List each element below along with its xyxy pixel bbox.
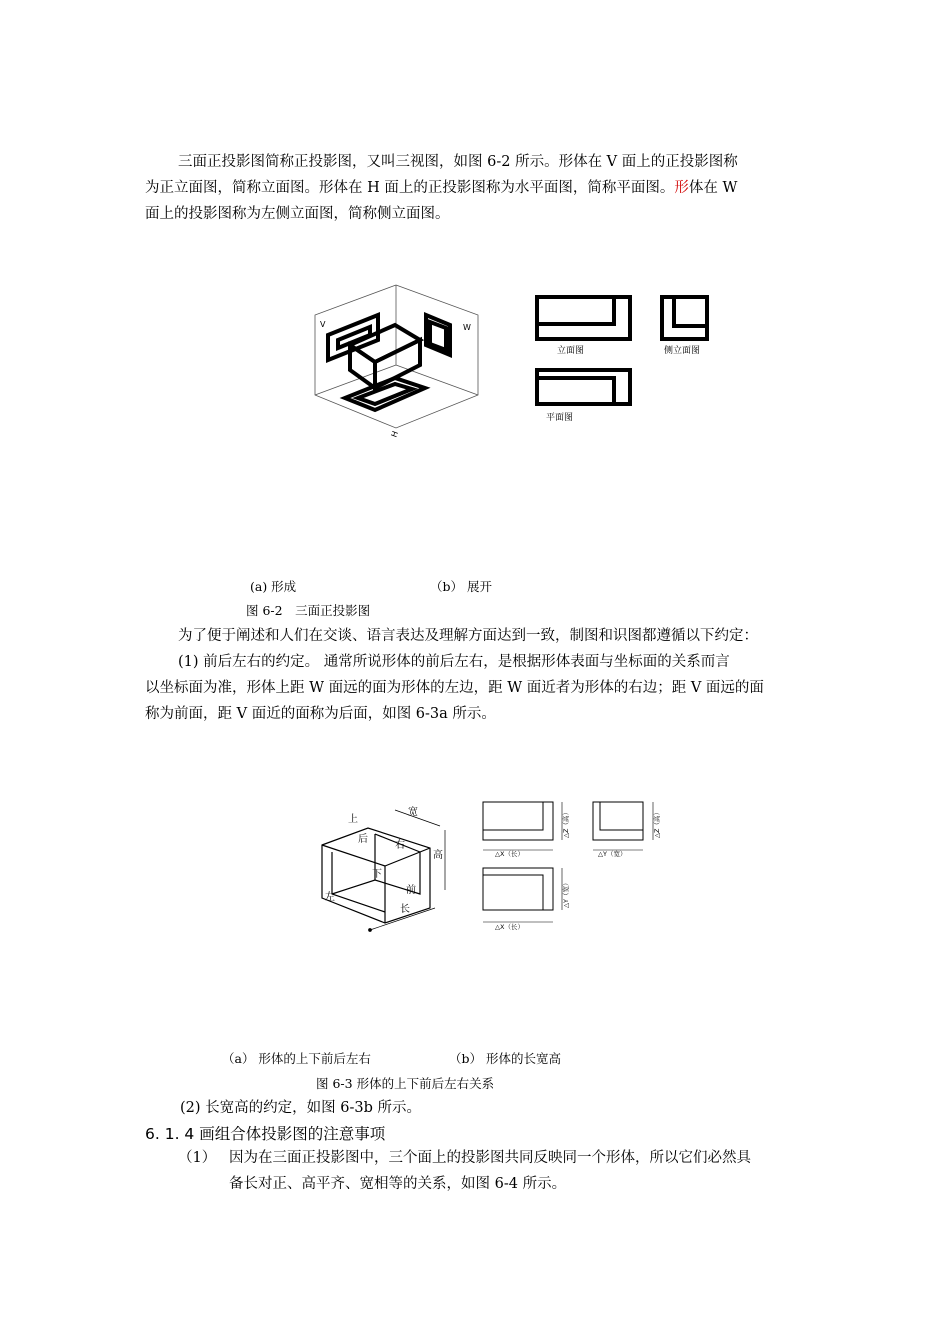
fig62-caption: 图 6-2 三面正投影图: [246, 603, 371, 618]
iso-bottom-label: 下: [372, 869, 382, 880]
label-front-view: 立面图: [557, 346, 585, 356]
para2-line-3: 以坐标面为准，形体上距 W 面远的面为形体的左边，距 W 面近者为形体的右边；距 V 面远的面: [145, 680, 764, 696]
label-v: V: [320, 320, 326, 329]
para3-line-1: (2) 长宽高的约定，如图 6-3b 所示。: [180, 1100, 421, 1116]
intro-line-2-b: 体在 W: [688, 180, 738, 196]
fig63-sub-b: （b） 形体的长宽高: [449, 1051, 561, 1066]
intro-line-2-a: 为正立面图，简称立面图。形体在 H 面上的正投影图称为水平面图，简称平面图。: [145, 180, 675, 196]
iso-width-label: 宽: [408, 807, 418, 818]
label-side-view: 侧立面图: [664, 346, 701, 356]
iso-front-label: 前: [406, 885, 416, 896]
label-w: W: [463, 323, 471, 332]
section-heading: 6. 1. 4 画组合体投影图的注意事项: [145, 1125, 386, 1143]
dim-z-side: △Z（高）: [653, 809, 661, 838]
fig63-sub-a: （a） 形体的上下前后左右: [222, 1051, 371, 1066]
label-plan-view: 平面图: [546, 413, 574, 423]
iso-height-label: 高: [433, 850, 443, 861]
fig62b-side-view: [662, 297, 707, 339]
iso-length-label: 长: [400, 904, 410, 915]
dim-x-plan: △X（长）: [495, 923, 524, 931]
dim-z-front: △Z（高）: [562, 809, 570, 838]
fig63b-side-view: [593, 802, 653, 850]
fig63b-plan-view: [483, 868, 562, 922]
para2-line-2: (1) 前后左右的约定。 通常所说形体的前后左右，是根据形体表面与坐标面的关系而言: [178, 654, 730, 670]
dim-y-plan: △Y（宽）: [562, 879, 570, 908]
figure-6-2: [300, 270, 740, 450]
intro-line-2-red: 形: [674, 180, 689, 196]
fig63-caption: 图 6-3 形体的上下前后左右关系: [316, 1076, 495, 1091]
intro-line-1: 三面正投影图简称正投影图，又叫三视图，如图 6-2 所示。形体在 V 面上的正投影图称: [178, 154, 738, 170]
fig62-sub-a: (a) 形成: [250, 579, 297, 594]
label-h: H: [389, 429, 401, 439]
dim-x-front: △X（长）: [495, 850, 524, 858]
fig63b-front-view: [483, 802, 562, 850]
item1-line-1: 因为在三面正投影图中，三个面上的投影图共同反映同一个形体，所以它们必然具: [229, 1150, 751, 1166]
fig62-sub-b: （b） 展开: [430, 579, 492, 594]
para2-line-4: 称为前面，距 V 面近的面称为后面，如图 6-3a 所示。: [145, 706, 496, 722]
dim-y-side: △Y（宽）: [598, 850, 627, 858]
fig62b-front-view: [537, 297, 630, 339]
item1-line-2: 备长对正、高平齐、宽相等的关系，如图 6-4 所示。: [229, 1176, 567, 1192]
fig62b-plan-view: [537, 370, 630, 404]
intro-line-2: [145, 175, 737, 201]
iso-top-label: 上: [348, 814, 358, 825]
figure-6-3: [300, 790, 690, 950]
iso-left-label: 左: [325, 892, 335, 903]
intro-line-3: 面上的投影图称为左侧立面图，简称侧立面图。: [145, 206, 450, 222]
para2-line-1: 为了便于阐述和人们在交谈、语言表达及理解方面达到一致，制图和识图都遵循以下约定：: [178, 628, 758, 644]
iso-right-label: 右: [395, 840, 405, 851]
item1-number: （1）: [178, 1150, 217, 1166]
iso-back-label: 后: [358, 834, 368, 845]
fig62a-object: [328, 315, 450, 410]
